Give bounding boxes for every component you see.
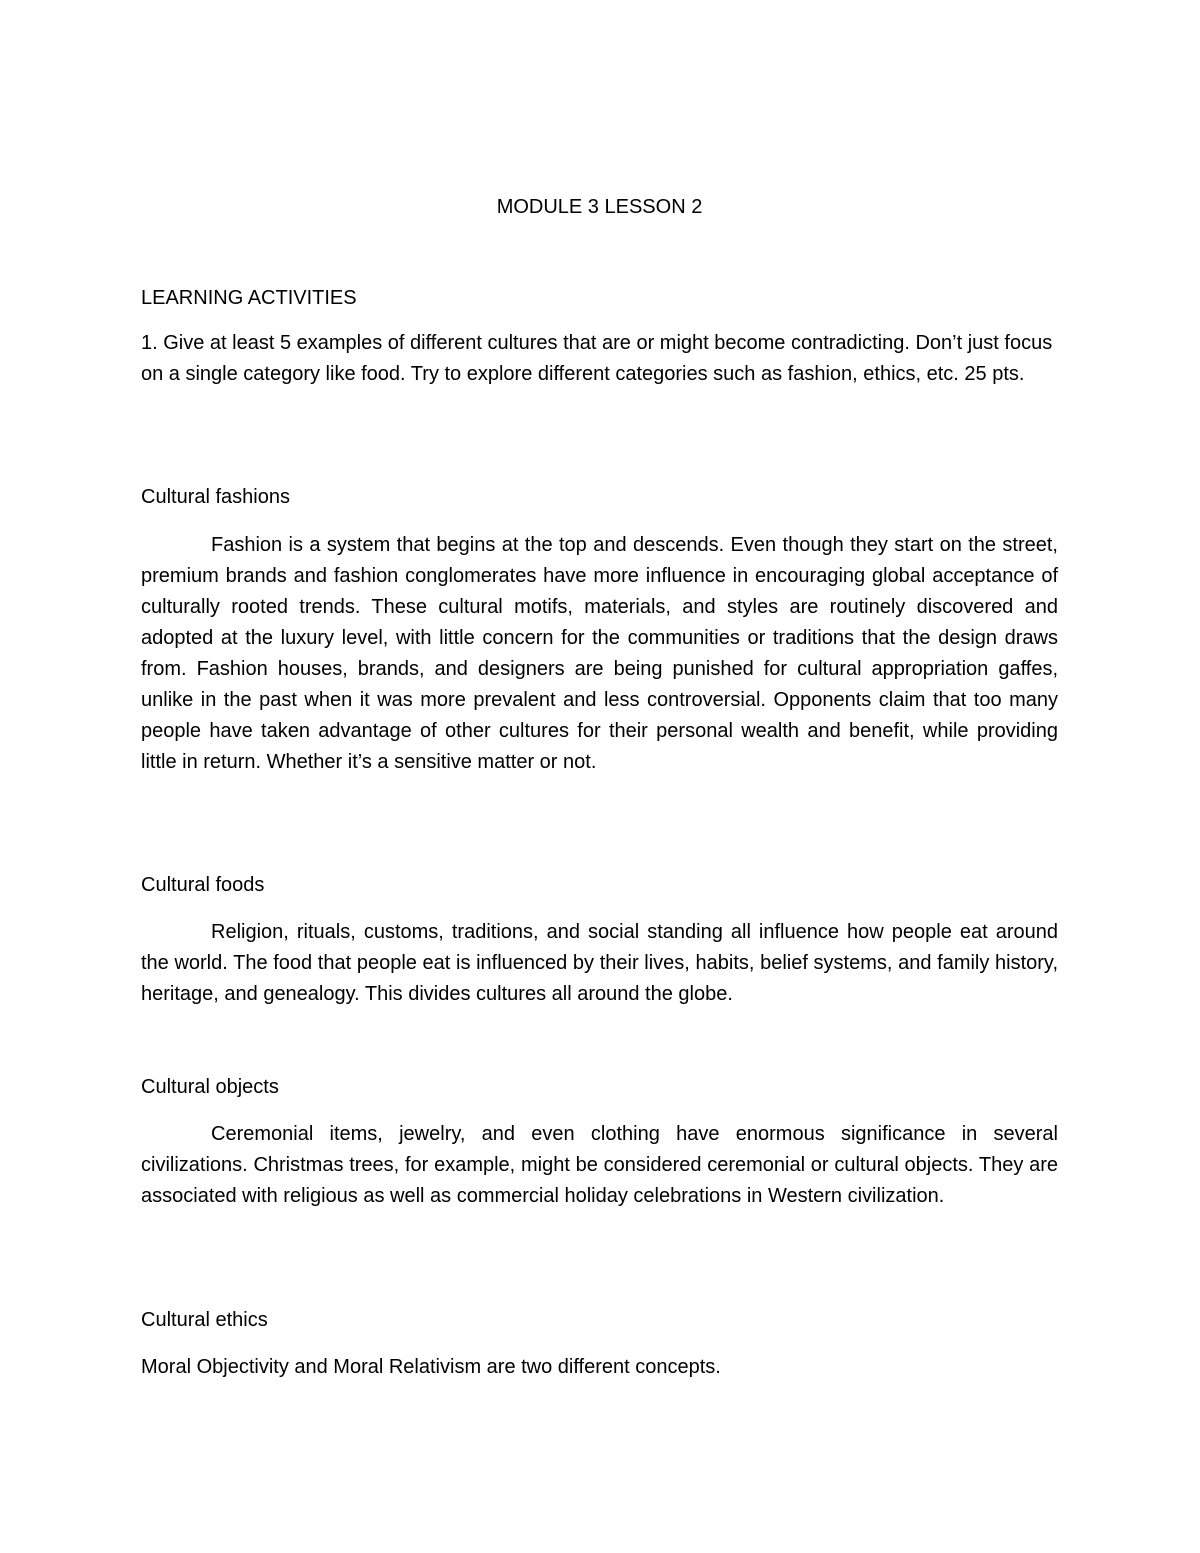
section-heading-cultural-foods: Cultural foods: [141, 874, 265, 896]
section-body-cultural-objects: Ceremonial items, jewelry, and even clothing have enormous significance in several civilizations. Christmas trees, for example, might be considered ceremonial or cultural objects. They are associated with religious as well as commercial holiday celebrations in Western civilization.: [141, 1123, 1058, 1207]
section-heading-cultural-objects: Cultural objects: [141, 1076, 279, 1098]
section-body-cultural-foods: Religion, rituals, customs, traditions, and social standing all influence how people eat around the world. The food that people eat is influenced by their lives, habits, belief systems, and family history, heritage, and genealogy. This divides cultures all around the globe.: [141, 921, 1058, 1005]
section-body-cultural-fashions: Fashion is a system that begins at the top and descends. Even though they start on the street, premium brands and fashion conglomerates have more influence in encouraging global acceptance of culturally rooted trends. These cultural motifs, materials, and styles are routinely discovered and adopted at the luxury level, with little concern for the communities or traditions that the design draws from. Fashion houses, brands, and designers are being punished for cultural appropriation gaffes, unlike in the past when it was more prevalent and less controversial. Opponents claim that too many people have taken advantage of other cultures for their personal wealth and benefit, while providing little in return. Whether it’s a sensitive matter or not.: [141, 534, 1058, 773]
activity-question: 1. Give at least 5 examples of different cultures that are or might become contradicting. Don’t just focus on a single category like food. Try to explore different categories such as fashion, ethics, etc. 25 pts.: [141, 332, 1053, 385]
section-heading-learning-activities: LEARNING ACTIVITIES: [141, 287, 357, 309]
document-title: MODULE 3 LESSON 2: [496, 196, 703, 218]
section-heading-cultural-ethics: Cultural ethics: [141, 1309, 268, 1331]
section-heading-cultural-fashions: Cultural fashions: [141, 486, 290, 508]
section-body-cultural-ethics: Moral Objectivity and Moral Relativism are two different concepts.: [141, 1356, 721, 1378]
